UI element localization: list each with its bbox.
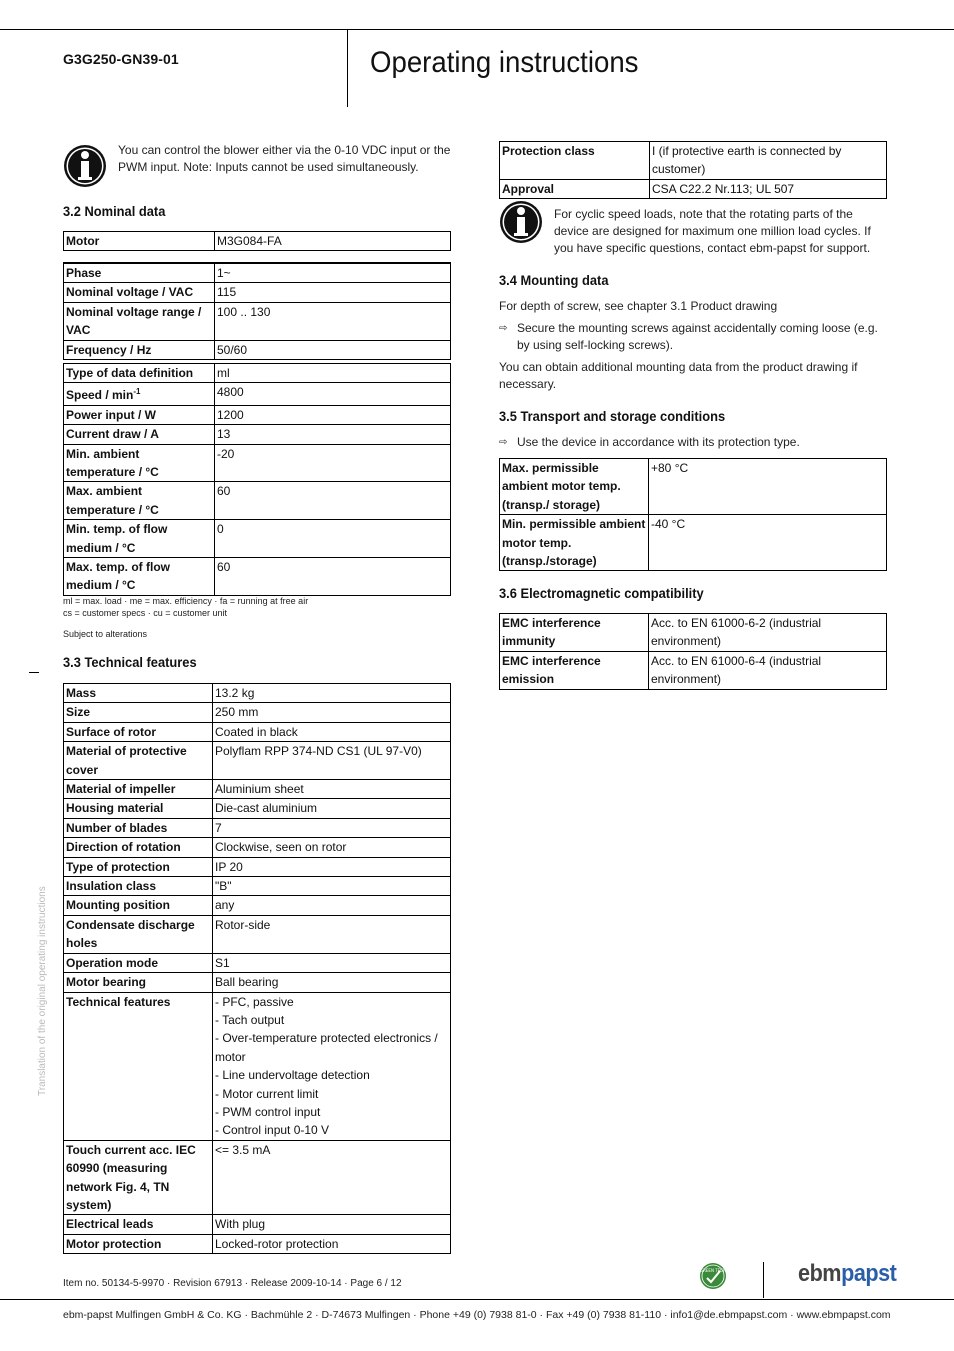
table-row [500,614,887,652]
spec-label: Mass [64,684,213,703]
footer-rule [0,1299,954,1300]
section-nominal-data: 3.2 Nominal data [63,203,166,219]
spec-label: Mounting position [64,896,213,915]
spec-label: Min. ambient temperature / °C [64,444,215,482]
spec-label: Phase [64,263,215,283]
spec-value: 0 [215,520,451,558]
table-row [64,482,451,520]
spec-value: ml [215,364,451,383]
spec-value: Clockwise, seen on rotor [213,838,451,857]
phase-table [63,262,451,360]
spec-label: Protection class [500,142,650,180]
spec-label: Approval [500,179,650,198]
spec-value: "B" [213,877,451,896]
spec-value: Coated in black [213,722,451,741]
spec-value: 13 [215,425,451,444]
table-row [64,302,451,340]
spec-value: 100 .. 130 [215,302,451,340]
arrow-bullet-icon: ⇨ [499,323,508,334]
spec-value: Locked-rotor protection [213,1234,451,1253]
table-row [64,383,451,405]
spec-label: Type of protection [64,857,213,876]
spec-value: 1~ [215,263,451,283]
spec-value: S1 [213,953,451,972]
table-row [64,520,451,558]
spec-label: Nominal voltage range / VAC [64,302,215,340]
spec-label: Motor bearing [64,973,213,992]
table-row [64,992,451,1140]
legend-line-2: cs = customer specs · cu = customer unit [63,608,228,618]
control-info-text: You can control the blower either via the 0-10 VDC input or the PWM input. Note: Inputs cannot be used simultaneously. [118,143,451,174]
spec-value: 115 [215,283,451,302]
spec-label: Material of protective cover [64,742,213,780]
table-row [64,973,451,992]
table-row [64,232,451,251]
company-address: ebm-papst Mulfingen GmbH & Co. KG · Bachmühle 2 · D-74673 Mulfingen · Phone +49 (0) 7938 81-0 · Fax +49 (0) 7938 81-110 · info1@de.ebmpapst.com · www.ebmpapst.com [63,1309,891,1321]
spec-label: Condensate discharge holes [64,915,213,953]
section-technical-features: 3.3 Technical features [63,654,197,670]
header-divider [347,29,348,107]
section-mounting-data: 3.4 Mounting data [499,272,609,288]
spec-value: Die-cast aluminium [213,799,451,818]
spec-label: Min. temp. of flow medium / °C [64,520,215,558]
cyclic-load-info-text: For cyclic speed loads, note that the rotating parts of the device are designed for maximum one million load cycles. If you have specific questions, contact ebm-papst for support. [554,207,871,255]
table-row [64,953,451,972]
spec-label: EMC interference immunity [500,614,649,652]
table-row [64,558,451,596]
info-icon [63,144,107,188]
spec-value: With plug [213,1215,451,1234]
spec-value: Polyflam RPP 374-ND CS1 (UL 97-V0) [213,742,451,780]
spec-label: Touch current acc. IEC 60990 (measuring network Fig. 4, TN system) [64,1140,213,1215]
mounting-bullet [499,320,889,354]
spec-label: Number of blades [64,818,213,837]
spec-label: Speed / $\min^{-1}$ [64,383,215,405]
spec-value: 250 mm [213,703,451,722]
transport-bullet-text: Use the device in accordance with its protection type. [517,435,800,449]
table-row [64,877,451,896]
table-row [500,179,887,198]
table-row [64,780,451,799]
spec-label: Size [64,703,213,722]
transport-table [499,458,887,571]
spec-value: Rotor-side [213,915,451,953]
spec-value: CSA C22.2 Nr.113; UL 507 [650,179,887,198]
technical-table [63,683,451,1254]
spec-value: 60 [215,482,451,520]
legend-line-1: ml = max. load · me = max. efficiency · fa = running at free air [63,596,309,606]
spec-value: 7 [213,818,451,837]
spec-value: 60 [215,558,451,596]
arrow-bullet-icon: ⇨ [499,437,508,448]
logo-separator [763,1262,764,1298]
brand-logo: ebmpapst [798,1260,897,1287]
spec-label: Surface of rotor [64,722,213,741]
spec-value: Ball bearing [213,973,451,992]
table-row [500,651,887,689]
spec-value: <= 3.5 mA [213,1140,451,1215]
table-row [64,684,451,703]
spec-label: Housing material [64,799,213,818]
table-row [64,1140,451,1215]
spec-label: Max. ambient temperature / °C [64,482,215,520]
table-row [64,818,451,837]
page-title: Operating instructions [370,46,639,79]
table-row [500,459,887,515]
spec-value: any [213,896,451,915]
table-row [64,405,451,424]
mounting-para-1: For depth of screw, see chapter 3.1 Product drawing [499,299,778,313]
badge-text: GREEN TECH [700,1268,726,1273]
spec-value: I (if protective earth is connected by customer) [650,142,887,180]
mounting-para-2: You can obtain additional mounting data from the product drawing if necessary. [499,360,858,391]
spec-value: Aluminium sheet [213,780,451,799]
spec-label: Max. permissible ambient motor temp. (transp./ storage) [500,459,649,515]
transport-bullet [499,434,889,451]
table-row [64,283,451,302]
spec-value: 50/60 [215,340,451,359]
spec-label: Electrical leads [64,1215,213,1234]
spec-value: Acc. to EN 61000-6-2 (industrial environment) [649,614,887,652]
product-code: G3G250-GN39-01 [63,51,179,67]
margin-mark [29,672,39,673]
table-row [500,515,887,571]
emc-table [499,613,887,690]
table-row [64,838,451,857]
table-row [64,799,451,818]
table-row [64,703,451,722]
spec-value: +80 °C [649,459,887,515]
spec-label: Material of impeller [64,780,213,799]
greentech-badge-icon [699,1262,727,1290]
section-transport-storage: 3.5 Transport and storage conditions [499,408,726,424]
motor-table [63,231,451,251]
table-row [64,263,451,283]
spec-label: Max. temp. of flow medium / °C [64,558,215,596]
table-row [64,444,451,482]
spec-value: M3G084-FA [215,232,451,251]
spec-label: Type of data definition [64,364,215,383]
spec-label: Power input / W [64,405,215,424]
spec-label: Motor [64,232,215,251]
spec-label: Min. permissible ambient motor temp. (transp./storage) [500,515,649,571]
spec-label: Technical features [64,992,213,1140]
table-row [64,340,451,359]
spec-label: Nominal voltage / VAC [64,283,215,302]
spec-label: Direction of rotation [64,838,213,857]
spec-value: -40 °C [649,515,887,571]
table-row [64,857,451,876]
spec-value: Acc. to EN 61000-6-4 (industrial environment) [649,651,887,689]
item-number-line: Item no. 50134-5-9970 · Revision 67913 · Release 2009-10-14 · Page 6 / 12 [63,1278,402,1289]
table-row [64,425,451,444]
mounting-bullet-text: Secure the mounting screws against accidentally coming loose (e.g. by using self-locking screws). [517,321,878,352]
table-row [64,1234,451,1253]
table-row [64,364,451,383]
table-row [64,1215,451,1234]
subject-note: Subject to alterations [63,629,148,639]
table-row [64,896,451,915]
spec-label: EMC interference emission [500,651,649,689]
table-row [64,915,451,953]
protection-table [499,141,887,199]
spec-label: Frequency / Hz [64,340,215,359]
spec-value: - PFC, passive - Tach output - Over-temperature protected electronics / motor - Line undervoltage detection - Motor current limit - PWM control input - Control input 0-10 V [213,992,451,1140]
table-row [500,142,887,180]
spec-value: 1200 [215,405,451,424]
side-translation-note: Translation of the original operating instructions [37,886,48,1096]
spec-label: Insulation class [64,877,213,896]
spec-label: Operation mode [64,953,213,972]
spec-value: 13.2 kg [213,684,451,703]
section-emc: 3.6 Electromagnetic compatibility [499,585,704,601]
info-icon [499,200,543,244]
spec-value: -20 [215,444,451,482]
data-definition-table [63,363,451,596]
spec-label: Motor protection [64,1234,213,1253]
spec-value: IP 20 [213,857,451,876]
table-row [64,742,451,780]
table-row [64,722,451,741]
spec-value: 4800 [215,383,451,405]
header-top-rule [0,29,954,30]
spec-label: Current draw / A [64,425,215,444]
superscript: -1 [133,387,141,397]
